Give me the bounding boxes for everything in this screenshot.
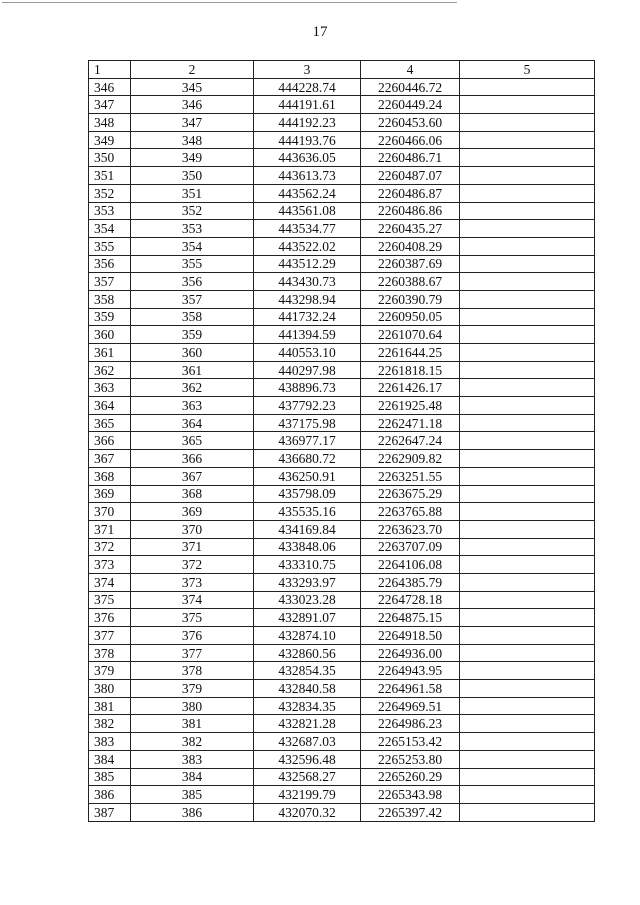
table-cell-col-1: 381 [89, 697, 131, 715]
table-cell-col-5 [460, 361, 595, 379]
table-cell-col-5 [460, 697, 595, 715]
table-cell-col-4: 2261925.48 [361, 397, 460, 415]
table-row [89, 290, 595, 308]
table-cell-col-2: 367 [131, 467, 254, 485]
table-cell-col-2: 380 [131, 697, 254, 715]
table-cell-col-1: 384 [89, 750, 131, 768]
table-cell-col-3: 432821.28 [254, 715, 361, 733]
table-row [89, 538, 595, 556]
table-cell-col-2: 353 [131, 220, 254, 238]
table-cell-col-3: 437792.23 [254, 397, 361, 415]
top-rule [2, 2, 457, 3]
table-cell-col-3: 443512.29 [254, 255, 361, 273]
table-cell-col-3: 432874.10 [254, 627, 361, 645]
table-cell-col-1: 366 [89, 432, 131, 450]
table-cell-col-3: 443562.24 [254, 184, 361, 202]
table-cell-col-2: 359 [131, 326, 254, 344]
table-cell-col-5 [460, 167, 595, 185]
table-cell-col-1: 369 [89, 485, 131, 503]
table-cell-col-1: 375 [89, 591, 131, 609]
table-cell-col-3: 432596.48 [254, 750, 361, 768]
table-row [89, 379, 595, 397]
table-cell-col-2: 372 [131, 556, 254, 574]
table-cell-col-5 [460, 609, 595, 627]
table-cell-col-5 [460, 414, 595, 432]
table-cell-col-1: 360 [89, 326, 131, 344]
table-cell-col-4: 2264106.08 [361, 556, 460, 574]
table-row [89, 237, 595, 255]
table-row [89, 414, 595, 432]
table-cell-col-5 [460, 573, 595, 591]
table-cell-col-2: 362 [131, 379, 254, 397]
table-cell-col-4: 2261426.17 [361, 379, 460, 397]
table-cell-col-2: 346 [131, 96, 254, 114]
table-cell-col-2: 381 [131, 715, 254, 733]
table-cell-col-1: 385 [89, 768, 131, 786]
table-cell-col-4: 2265153.42 [361, 733, 460, 751]
table-cell-col-4: 2261070.64 [361, 326, 460, 344]
table-cell-col-5 [460, 273, 595, 291]
table-cell-col-3: 434169.84 [254, 520, 361, 538]
table-cell-col-3: 436250.91 [254, 467, 361, 485]
table-row [89, 432, 595, 450]
table-cell-col-5 [460, 503, 595, 521]
table-cell-col-2: 354 [131, 237, 254, 255]
table-cell-col-5 [460, 131, 595, 149]
table-cell-col-3: 444228.74 [254, 78, 361, 96]
table-row [89, 78, 595, 96]
table-cell-col-5 [460, 467, 595, 485]
table-cell-col-1: 365 [89, 414, 131, 432]
table-cell-col-2: 371 [131, 538, 254, 556]
table-row [89, 715, 595, 733]
table-cell-col-3: 432070.32 [254, 803, 361, 821]
table-cell-col-2: 352 [131, 202, 254, 220]
table-row [89, 131, 595, 149]
table-cell-col-2: 382 [131, 733, 254, 751]
table-cell-col-4: 2260446.72 [361, 78, 460, 96]
table-cell-col-2: 363 [131, 397, 254, 415]
table-cell-col-1: 346 [89, 78, 131, 96]
column-header-2: 2 [131, 61, 254, 79]
table-cell-col-5 [460, 114, 595, 132]
table-cell-col-2: 378 [131, 662, 254, 680]
table-row [89, 344, 595, 362]
table-cell-col-5 [460, 662, 595, 680]
table-cell-col-5 [460, 485, 595, 503]
table-cell-col-5 [460, 644, 595, 662]
table-cell-col-5 [460, 680, 595, 698]
table-cell-col-5 [460, 237, 595, 255]
table-cell-col-3: 437175.98 [254, 414, 361, 432]
table-cell-col-4: 2263675.29 [361, 485, 460, 503]
table-cell-col-4: 2260453.60 [361, 114, 460, 132]
table-cell-col-3: 440297.98 [254, 361, 361, 379]
table-cell-col-3: 432834.35 [254, 697, 361, 715]
table-cell-col-5 [460, 520, 595, 538]
table-cell-col-4: 2260486.86 [361, 202, 460, 220]
table-cell-col-1: 358 [89, 290, 131, 308]
table-cell-col-1: 378 [89, 644, 131, 662]
table-row [89, 609, 595, 627]
table-row [89, 786, 595, 804]
table-cell-col-2: 358 [131, 308, 254, 326]
table-cell-col-1: 353 [89, 202, 131, 220]
table-cell-col-1: 387 [89, 803, 131, 821]
table-cell-col-1: 374 [89, 573, 131, 591]
table-cell-col-2: 365 [131, 432, 254, 450]
table-cell-col-1: 356 [89, 255, 131, 273]
table-cell-col-2: 361 [131, 361, 254, 379]
table-cell-col-1: 372 [89, 538, 131, 556]
table-cell-col-2: 364 [131, 414, 254, 432]
table-cell-col-4: 2265397.42 [361, 803, 460, 821]
table-cell-col-4: 2263707.09 [361, 538, 460, 556]
table-row [89, 591, 595, 609]
table-cell-col-3: 436680.72 [254, 450, 361, 468]
table-cell-col-1: 367 [89, 450, 131, 468]
table-cell-col-4: 2261644.25 [361, 344, 460, 362]
table-cell-col-2: 369 [131, 503, 254, 521]
table-cell-col-3: 443430.73 [254, 273, 361, 291]
table-row [89, 220, 595, 238]
table-cell-col-4: 2261818.15 [361, 361, 460, 379]
table-cell-col-1: 376 [89, 609, 131, 627]
table-row [89, 680, 595, 698]
table-cell-col-2: 386 [131, 803, 254, 821]
table-cell-col-1: 357 [89, 273, 131, 291]
table-cell-col-4: 2264969.51 [361, 697, 460, 715]
table-cell-col-1: 368 [89, 467, 131, 485]
table-cell-col-4: 2264936.00 [361, 644, 460, 662]
table-cell-col-3: 432687.03 [254, 733, 361, 751]
table-cell-col-3: 433310.75 [254, 556, 361, 574]
table-cell-col-4: 2262471.18 [361, 414, 460, 432]
table-row [89, 202, 595, 220]
table-cell-col-4: 2260466.06 [361, 131, 460, 149]
table-cell-col-4: 2260408.29 [361, 237, 460, 255]
table-cell-col-1: 382 [89, 715, 131, 733]
table-cell-col-4: 2265253.80 [361, 750, 460, 768]
column-header-4: 4 [361, 61, 460, 79]
table-cell-col-4: 2260387.69 [361, 255, 460, 273]
table-cell-col-5 [460, 379, 595, 397]
table-cell-col-1: 373 [89, 556, 131, 574]
column-header-1: 1 [89, 61, 131, 79]
table-cell-col-4: 2264728.18 [361, 591, 460, 609]
table-cell-col-4: 2262647.24 [361, 432, 460, 450]
page-number: 17 [312, 24, 328, 40]
table-cell-col-5 [460, 344, 595, 362]
table-cell-col-3: 441394.59 [254, 326, 361, 344]
table-cell-col-3: 433293.97 [254, 573, 361, 591]
table-row [89, 184, 595, 202]
table-cell-col-2: 347 [131, 114, 254, 132]
table-cell-col-4: 2260449.24 [361, 96, 460, 114]
table-cell-col-4: 2260390.79 [361, 290, 460, 308]
table-row [89, 520, 595, 538]
table-cell-col-2: 348 [131, 131, 254, 149]
table-cell-col-3: 443534.77 [254, 220, 361, 238]
table-cell-col-4: 2264918.50 [361, 627, 460, 645]
coordinates-table [88, 60, 595, 822]
table-cell-col-5 [460, 733, 595, 751]
table-cell-col-1: 351 [89, 167, 131, 185]
table-row [89, 733, 595, 751]
table-cell-col-2: 385 [131, 786, 254, 804]
table-row [89, 149, 595, 167]
table-cell-col-1: 348 [89, 114, 131, 132]
table-cell-col-4: 2260435.27 [361, 220, 460, 238]
table-cell-col-3: 438896.73 [254, 379, 361, 397]
table-cell-col-1: 347 [89, 96, 131, 114]
table-cell-col-1: 352 [89, 184, 131, 202]
table-cell-col-2: 377 [131, 644, 254, 662]
table-cell-col-5 [460, 432, 595, 450]
table-cell-col-4: 2263765.88 [361, 503, 460, 521]
table-cell-col-3: 435798.09 [254, 485, 361, 503]
table-cell-col-2: 376 [131, 627, 254, 645]
table-cell-col-4: 2264961.58 [361, 680, 460, 698]
table-cell-col-5 [460, 308, 595, 326]
table-cell-col-2: 357 [131, 290, 254, 308]
table-cell-col-3: 432840.58 [254, 680, 361, 698]
table-cell-col-5 [460, 255, 595, 273]
table-cell-col-2: 374 [131, 591, 254, 609]
table-cell-col-3: 432199.79 [254, 786, 361, 804]
table-cell-col-4: 2260950.05 [361, 308, 460, 326]
table-cell-col-5 [460, 538, 595, 556]
table-cell-col-2: 345 [131, 78, 254, 96]
table-row [89, 308, 595, 326]
table-cell-col-5 [460, 803, 595, 821]
table-cell-col-5 [460, 591, 595, 609]
table-row [89, 768, 595, 786]
table-cell-col-5 [460, 768, 595, 786]
table-cell-col-3: 436977.17 [254, 432, 361, 450]
table-cell-col-1: 363 [89, 379, 131, 397]
table-cell-col-3: 443522.02 [254, 237, 361, 255]
table-row [89, 450, 595, 468]
table-row [89, 361, 595, 379]
table-cell-col-2: 383 [131, 750, 254, 768]
table-cell-col-5 [460, 290, 595, 308]
table-cell-col-2: 368 [131, 485, 254, 503]
table-row [89, 326, 595, 344]
table-cell-col-2: 379 [131, 680, 254, 698]
table-header-row [89, 61, 595, 79]
table-cell-col-4: 2260487.07 [361, 167, 460, 185]
table-cell-col-3: 432568.27 [254, 768, 361, 786]
table-cell-col-3: 440553.10 [254, 344, 361, 362]
table-cell-col-5 [460, 96, 595, 114]
table-cell-col-5 [460, 627, 595, 645]
table-cell-col-1: 377 [89, 627, 131, 645]
table-cell-col-1: 362 [89, 361, 131, 379]
table-row [89, 573, 595, 591]
table-cell-col-3: 432891.07 [254, 609, 361, 627]
table-body [89, 78, 595, 821]
table-cell-col-3: 443636.05 [254, 149, 361, 167]
table-cell-col-3: 441732.24 [254, 308, 361, 326]
table-cell-col-3: 443561.08 [254, 202, 361, 220]
table-cell-col-3: 432860.56 [254, 644, 361, 662]
table-cell-col-3: 435535.16 [254, 503, 361, 521]
table-cell-col-3: 433023.28 [254, 591, 361, 609]
table-cell-col-5 [460, 220, 595, 238]
table-cell-col-2: 355 [131, 255, 254, 273]
table-cell-col-5 [460, 78, 595, 96]
table-cell-col-4: 2260486.71 [361, 149, 460, 167]
table-row [89, 96, 595, 114]
table-cell-col-3: 444192.23 [254, 114, 361, 132]
table-cell-col-1: 371 [89, 520, 131, 538]
table-cell-col-1: 361 [89, 344, 131, 362]
table-cell-col-2: 384 [131, 768, 254, 786]
table-cell-col-3: 443613.73 [254, 167, 361, 185]
table-row [89, 167, 595, 185]
table-cell-col-1: 350 [89, 149, 131, 167]
table-row [89, 803, 595, 821]
table-cell-col-4: 2260486.87 [361, 184, 460, 202]
table-cell-col-5 [460, 715, 595, 733]
table-cell-col-2: 349 [131, 149, 254, 167]
table-cell-col-1: 364 [89, 397, 131, 415]
table-row [89, 627, 595, 645]
table-cell-col-3: 432854.35 [254, 662, 361, 680]
table-cell-col-1: 383 [89, 733, 131, 751]
table-cell-col-4: 2264875.15 [361, 609, 460, 627]
table-cell-col-2: 370 [131, 520, 254, 538]
table-cell-col-2: 375 [131, 609, 254, 627]
table-cell-col-4: 2264385.79 [361, 573, 460, 591]
table-cell-col-1: 379 [89, 662, 131, 680]
table-row [89, 697, 595, 715]
table-cell-col-5 [460, 326, 595, 344]
table-cell-col-3: 444193.76 [254, 131, 361, 149]
table-cell-col-2: 351 [131, 184, 254, 202]
table-cell-col-4: 2265260.29 [361, 768, 460, 786]
table-row [89, 662, 595, 680]
table-cell-col-1: 359 [89, 308, 131, 326]
table-cell-col-2: 373 [131, 573, 254, 591]
column-header-5: 5 [460, 61, 595, 79]
table-row [89, 485, 595, 503]
table-cell-col-2: 360 [131, 344, 254, 362]
table-cell-col-1: 380 [89, 680, 131, 698]
table-cell-col-3: 444191.61 [254, 96, 361, 114]
table-row [89, 397, 595, 415]
table-cell-col-4: 2263251.55 [361, 467, 460, 485]
table-cell-col-5 [460, 556, 595, 574]
table-cell-col-5 [460, 750, 595, 768]
table-row [89, 503, 595, 521]
table-cell-col-5 [460, 149, 595, 167]
table-cell-col-3: 443298.94 [254, 290, 361, 308]
table-cell-col-2: 350 [131, 167, 254, 185]
table-cell-col-4: 2264943.95 [361, 662, 460, 680]
table-cell-col-5 [460, 397, 595, 415]
table-row [89, 273, 595, 291]
table-row [89, 467, 595, 485]
table-row [89, 644, 595, 662]
table-row [89, 556, 595, 574]
table-cell-col-4: 2263623.70 [361, 520, 460, 538]
table-cell-col-4: 2265343.98 [361, 786, 460, 804]
table-cell-col-1: 354 [89, 220, 131, 238]
table-cell-col-5 [460, 184, 595, 202]
table-row [89, 114, 595, 132]
table-row [89, 750, 595, 768]
table-cell-col-4: 2262909.82 [361, 450, 460, 468]
table-cell-col-1: 355 [89, 237, 131, 255]
table-cell-col-1: 370 [89, 503, 131, 521]
table-cell-col-1: 349 [89, 131, 131, 149]
table-cell-col-4: 2260388.67 [361, 273, 460, 291]
table-cell-col-5 [460, 450, 595, 468]
table-cell-col-2: 366 [131, 450, 254, 468]
table-cell-col-3: 433848.06 [254, 538, 361, 556]
table-cell-col-1: 386 [89, 786, 131, 804]
table-row [89, 255, 595, 273]
table-cell-col-4: 2264986.23 [361, 715, 460, 733]
table-cell-col-5 [460, 786, 595, 804]
column-header-3: 3 [254, 61, 361, 79]
table-cell-col-2: 356 [131, 273, 254, 291]
table-cell-col-5 [460, 202, 595, 220]
